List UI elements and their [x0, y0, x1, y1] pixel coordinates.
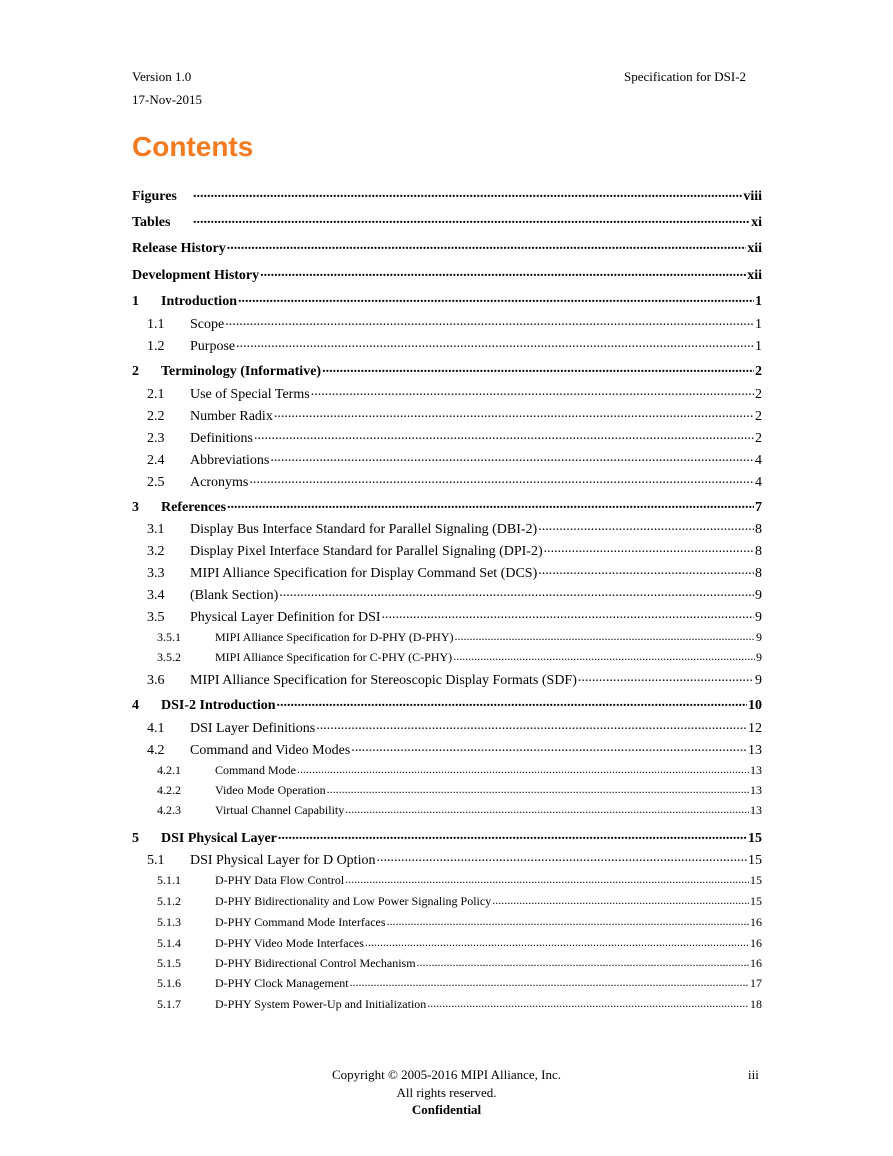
toc-entry[interactable] — [132, 406, 762, 425]
header-spec-title: Specification for DSI-2 — [624, 69, 747, 84]
toc-entry-title: Virtual Channel Capability — [215, 803, 345, 817]
toc-entry[interactable] — [132, 872, 762, 888]
toc-entry-number: 2 — [132, 364, 139, 379]
toc-entry-page: viii — [743, 189, 762, 204]
toc-entry[interactable] — [132, 955, 762, 971]
toc-entry[interactable] — [132, 541, 762, 560]
toc-leader-dots — [227, 238, 747, 252]
toc-entry-title: MIPI Alliance Specification for D-PHY (D-PHY) — [215, 630, 454, 644]
toc-entry-title: DSI-2 Introduction — [161, 698, 276, 713]
toc-entry-page: 9 — [756, 650, 762, 664]
toc-entry-page: 9 — [755, 610, 762, 625]
toc-leader-dots — [277, 695, 748, 709]
toc-entry-number: 4.1 — [147, 721, 165, 736]
toc-entry-number: 4 — [132, 698, 139, 713]
toc-entry-title: DSI Physical Layer for D Option — [190, 853, 376, 868]
toc-entry[interactable] — [132, 782, 762, 798]
toc-entry[interactable] — [132, 996, 762, 1012]
toc-entry-page: 2 — [755, 431, 762, 446]
toc-entry-title: D-PHY Video Mode Interfaces — [215, 936, 364, 950]
toc-entry-page: 13 — [748, 743, 762, 758]
toc-entry-page: 4 — [755, 475, 762, 490]
toc-entry-page: 7 — [755, 500, 762, 515]
toc-entry-page: 18 — [750, 997, 762, 1011]
toc-entry-page: 12 — [748, 721, 762, 736]
toc-entry-title: Abbreviations — [190, 453, 270, 468]
toc-entry-page: 8 — [755, 566, 762, 581]
toc-leader-dots — [387, 914, 749, 926]
toc-entry-page: 1 — [755, 294, 762, 309]
toc-entry-number: 2.3 — [147, 431, 165, 446]
toc-entry-title: MIPI Alliance Specification for C-PHY (C-PHY) — [215, 650, 453, 664]
toc-entry[interactable] — [132, 497, 762, 516]
toc-entry-page: 15 — [748, 831, 762, 846]
toc-entry-number: 2.5 — [147, 475, 165, 490]
toc-leader-dots — [193, 212, 750, 226]
toc-entry-title: Definitions — [190, 431, 253, 446]
toc-entry-number: 1.1 — [147, 317, 165, 332]
toc-leader-dots — [236, 336, 754, 350]
footer-rights: All rights reserved. — [396, 1085, 497, 1100]
toc-entry[interactable] — [132, 563, 762, 582]
toc-leader-dots — [193, 186, 742, 200]
toc-entry-page: 15 — [750, 894, 762, 908]
toc-leader-dots — [270, 450, 754, 464]
toc-entry-title: D-PHY Clock Management — [215, 976, 349, 990]
toc-entry[interactable] — [132, 314, 762, 333]
toc-entry-number: 5 — [132, 831, 139, 846]
toc-entry[interactable] — [132, 428, 762, 447]
toc-entry[interactable] — [132, 238, 762, 257]
footer-confidential: Confidential — [411, 1102, 482, 1117]
toc-entry-page: 13 — [750, 803, 762, 817]
toc-entry-title: Terminology (Informative) — [161, 364, 322, 379]
toc-leader-dots — [427, 996, 749, 1008]
toc-entry-title: Command Mode — [215, 763, 296, 777]
toc-leader-dots — [345, 872, 749, 884]
toc-entry-page: 4 — [755, 453, 762, 468]
toc-entry-page: 16 — [750, 936, 762, 950]
toc-entry-title: Acronyms — [190, 475, 249, 490]
toc-entry-number: 3 — [132, 500, 139, 515]
toc-entry-number: 3.5.1 — [157, 630, 181, 644]
toc-entry-number: 5.1.4 — [157, 936, 181, 950]
toc-entry-title: MIPI Alliance Specification for Stereoscopic Display Formats (SDF) — [190, 673, 577, 688]
toc-entry-page: 9 — [756, 630, 762, 644]
toc-entry-title: D-PHY Command Mode Interfaces — [215, 915, 386, 929]
toc-entry[interactable] — [132, 607, 762, 626]
toc-entry[interactable] — [132, 914, 762, 930]
toc-entry[interactable] — [132, 336, 762, 355]
toc-entry[interactable] — [132, 450, 762, 469]
toc-leader-dots — [345, 802, 749, 814]
toc-entry-page: 1 — [755, 339, 762, 354]
toc-entry-page: 2 — [755, 387, 762, 402]
toc-entry-number: 2.1 — [147, 387, 165, 402]
toc-entry-number: 5.1.1 — [157, 873, 181, 887]
toc-leader-dots — [274, 406, 754, 420]
toc-entry-title: D-PHY System Power-Up and Initialization — [215, 997, 427, 1011]
toc-entry-title: Physical Layer Definition for DSI — [190, 610, 381, 625]
toc-entry-title: Number Radix — [190, 409, 273, 424]
toc-leader-dots — [453, 649, 755, 661]
toc-entry[interactable] — [132, 828, 762, 847]
toc-entry-title: Video Mode Operation — [215, 783, 326, 797]
toc-entry-number: 5.1.2 — [157, 894, 181, 908]
toc-leader-dots — [351, 740, 747, 754]
toc-entry-title: MIPI Alliance Specification for Display Command Set (DCS) — [190, 566, 538, 581]
toc-entry-title: DSI Physical Layer — [161, 831, 277, 846]
toc-leader-dots — [382, 607, 754, 621]
toc-entry-number: 1.2 — [147, 339, 165, 354]
toc-entry-number: 3.1 — [147, 522, 165, 537]
toc-entry[interactable] — [132, 361, 762, 380]
toc-entry-number: 4.2.1 — [157, 763, 181, 777]
toc-entry-title: Release History — [132, 241, 226, 256]
toc-entry[interactable] — [132, 265, 762, 284]
toc-entry[interactable] — [132, 519, 762, 538]
toc-leader-dots — [417, 955, 749, 967]
toc-entry-title: Command and Video Modes — [190, 743, 351, 758]
toc-entry[interactable] — [132, 935, 762, 951]
toc-entry[interactable] — [132, 740, 762, 759]
toc-entry[interactable] — [132, 762, 762, 778]
toc-entry[interactable] — [132, 893, 762, 909]
toc-entry[interactable] — [132, 649, 762, 665]
toc-leader-dots — [538, 519, 754, 533]
toc-entry-page: 2 — [755, 364, 762, 379]
toc-entry-number: 3.3 — [147, 566, 165, 581]
toc-entry-page: 8 — [755, 522, 762, 537]
toc-entry[interactable] — [132, 802, 762, 818]
toc-entry-title: Display Pixel Interface Standard for Parallel Signaling (DPI-2) — [190, 544, 543, 559]
toc-entry-number: 2.4 — [147, 453, 165, 468]
toc-entry-page: 9 — [755, 588, 762, 603]
page-title: Contents — [132, 131, 254, 162]
toc-entry-number: 3.2 — [147, 544, 165, 559]
toc-entry[interactable] — [132, 850, 762, 869]
toc-entry-number: 1 — [132, 294, 139, 309]
toc-entry-title: Development History — [132, 268, 260, 283]
toc-entry-title: DSI Layer Definitions — [190, 721, 316, 736]
toc-leader-dots — [297, 762, 749, 774]
toc-entry-page: 16 — [750, 915, 762, 929]
toc-leader-dots — [327, 782, 749, 794]
toc-entry-title: Figures — [132, 189, 177, 204]
toc-entry-number: 5.1.6 — [157, 976, 181, 990]
toc-leader-dots — [578, 670, 754, 684]
header-version: Version 1.0 — [132, 69, 192, 84]
toc-entry-title: Scope — [190, 317, 225, 332]
toc-entry-number: 5.1.7 — [157, 997, 181, 1011]
footer-copyright: Copyright © 2005-2016 MIPI Alliance, Inc. — [331, 1067, 562, 1082]
toc-entry-number: 4.2.3 — [157, 803, 181, 817]
toc-entry-title: Introduction — [161, 294, 237, 309]
toc-entry-title: D-PHY Bidirectional Control Mechanism — [215, 956, 416, 970]
toc-entry-number: 5.1 — [147, 853, 165, 868]
toc-entry[interactable] — [132, 384, 762, 403]
toc-entry-number: 4.2.2 — [157, 783, 181, 797]
toc-leader-dots — [254, 428, 754, 442]
toc-entry-title: Display Bus Interface Standard for Parallel Signaling (DBI-2) — [190, 522, 538, 537]
toc-entry[interactable] — [132, 629, 762, 645]
toc-leader-dots — [538, 563, 754, 577]
toc-entry-title: References — [161, 500, 227, 515]
toc-entry-page: 10 — [748, 698, 762, 713]
toc-entry-page: 15 — [748, 853, 762, 868]
toc-entry-page: 17 — [750, 976, 762, 990]
toc-entry-title: Tables — [132, 215, 171, 230]
toc-entry[interactable] — [132, 472, 762, 491]
toc-entry[interactable] — [132, 585, 762, 604]
toc-entry[interactable] — [132, 975, 762, 991]
toc-entry-page: 8 — [755, 544, 762, 559]
toc-entry-number: 5.1.3 — [157, 915, 181, 929]
toc-entry-title: D-PHY Data Flow Control — [215, 873, 345, 887]
toc-entry-page: 13 — [750, 763, 762, 777]
toc-leader-dots — [376, 850, 747, 864]
toc-leader-dots — [238, 291, 754, 305]
toc-entry-number: 5.1.5 — [157, 956, 181, 970]
toc-entry[interactable] — [132, 291, 762, 310]
toc-leader-dots — [311, 384, 754, 398]
toc-entry-page: xii — [747, 268, 762, 283]
toc-entry-title: (Blank Section) — [190, 588, 279, 603]
toc-leader-dots — [279, 585, 754, 599]
header-date: 17-Nov-2015 — [132, 92, 203, 107]
toc-entry-page: 2 — [755, 409, 762, 424]
toc-entry[interactable] — [132, 670, 762, 689]
toc-leader-dots — [227, 497, 754, 511]
toc-leader-dots — [492, 893, 749, 905]
toc-entry-number: 3.4 — [147, 588, 165, 603]
toc-entry-number: 3.5.2 — [157, 650, 181, 664]
toc-entry-page: xii — [747, 241, 762, 256]
toc-leader-dots — [278, 828, 747, 842]
toc-leader-dots — [455, 629, 755, 641]
toc-leader-dots — [365, 935, 749, 947]
toc-entry-title: Use of Special Terms — [190, 387, 310, 402]
footer-page-number: iii — [748, 1067, 759, 1082]
toc-entry-page: 16 — [750, 956, 762, 970]
toc-leader-dots — [316, 718, 747, 732]
toc-leader-dots — [322, 361, 754, 375]
toc-entry-page: 13 — [750, 783, 762, 797]
toc-leader-dots — [225, 314, 754, 328]
toc-entry[interactable] — [132, 186, 762, 205]
toc-leader-dots — [260, 265, 746, 279]
toc-entry-number: 4.2 — [147, 743, 165, 758]
toc-entry[interactable] — [132, 212, 762, 231]
toc-entry-number: 3.6 — [147, 673, 165, 688]
toc-leader-dots — [249, 472, 754, 486]
toc-entry-title: Purpose — [190, 339, 236, 354]
toc-entry-page: 9 — [755, 673, 762, 688]
toc-entry[interactable] — [132, 718, 762, 737]
toc-entry-number: 2.2 — [147, 409, 165, 424]
toc-entry-page: xi — [751, 215, 762, 230]
toc-entry-title: D-PHY Bidirectionality and Low Power Signaling Policy — [215, 894, 492, 908]
toc-leader-dots — [350, 975, 749, 987]
toc-entry-page: 15 — [750, 873, 762, 887]
toc-entry-number: 3.5 — [147, 610, 165, 625]
toc-entry-page: 1 — [755, 317, 762, 332]
toc-leader-dots — [544, 541, 754, 555]
toc-entry[interactable] — [132, 695, 762, 714]
